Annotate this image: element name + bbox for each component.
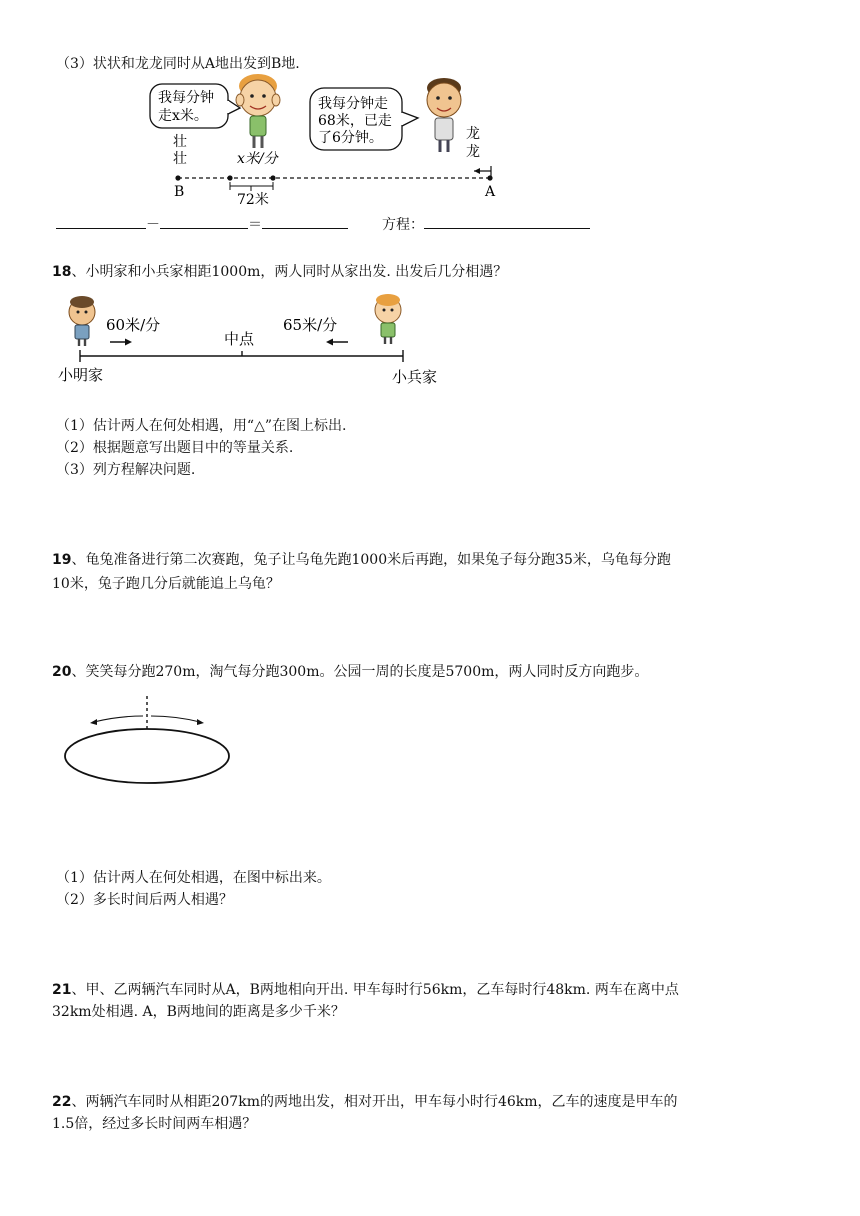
left-speed-label: 60米/分: [106, 316, 161, 334]
bubble-right-line1: 我每分钟走: [318, 96, 388, 112]
q19-line2: 10米，兔子跑几分后就能追上乌龟？: [52, 576, 280, 592]
right-speed-label: 65米/分: [283, 316, 338, 334]
boy-zhuangzhuang-icon: [236, 74, 280, 148]
q17-blank-equation: － ＝: [56, 214, 348, 235]
q18-text: 18、小明家和小兵家相距1000m，两人同时从家出发. 出发后几分相遇？: [52, 264, 508, 280]
bubble-left-line1: 我每分钟: [158, 90, 214, 106]
q21-line2: 32km处相遇. A，B两地间的距离是多少千米？: [52, 1004, 345, 1020]
blank-2[interactable]: [160, 214, 248, 229]
q20-sub1: （1）估计两人在何处相遇，在图中标出来。: [56, 870, 331, 886]
point-b-label: B: [174, 184, 185, 200]
point-b-dot: [175, 175, 180, 180]
q18-diagram: [0, 290, 860, 390]
left-run-arrow-icon: [90, 719, 97, 725]
park-track-ellipse: [65, 729, 229, 783]
xiaoming-home-label: 小明家: [58, 366, 104, 384]
speed-x-label: x米/分: [237, 151, 278, 167]
blank-1[interactable]: [56, 214, 146, 229]
q21-line1: 21、甲、乙两辆汽车同时从A，B两地相向开出. 甲车每时行56km，乙车每时行48km. 两车在离中点: [52, 982, 679, 998]
boy-longlong-icon: [427, 78, 461, 152]
bubble-right-line2: 68米，已走: [318, 113, 392, 129]
point-a-dot: [487, 175, 492, 180]
name-long-1: 龙: [466, 126, 480, 142]
bubble-left-line2: 走x米。: [158, 108, 208, 124]
q20-track-diagram: [40, 690, 340, 800]
name-zhuang-2: 壮: [173, 151, 187, 167]
bubble-right-line3: 了6分钟。: [318, 130, 383, 146]
q19-line1: 19、龟兔准备进行第二次赛跑，兔子让乌龟先跑1000米后再跑，如果兔子每分跑35米，乌龟每分跑: [52, 552, 671, 568]
midpoint-label: 中点: [224, 330, 255, 348]
q18-sub3: （3）列方程解决问题.: [56, 462, 196, 478]
point-a-label: A: [485, 184, 496, 200]
name-zhuang-1: 壮: [173, 134, 187, 150]
right-arrow-icon: [125, 339, 132, 346]
q22-line1: 22、两辆汽车同时从相距207km的两地出发，相对开出，甲车每小时行46km，乙车的速度是甲车的: [52, 1094, 678, 1110]
equation-label: 方程：: [382, 214, 590, 235]
q17-part3-text: （3）状状和龙龙同时从A地出发到B地.: [56, 56, 300, 72]
q22-line2: 1.5倍，经过多长时间两车相遇？: [52, 1116, 257, 1132]
speech-bubble-zhuangzhuang: [150, 84, 240, 128]
boy-xiaoming-icon: [69, 296, 95, 346]
q20-text: 20、笑笑每分跑270m，淘气每分跑300m。公园一周的长度是5700m，两人同时反方向跑步。: [52, 664, 649, 680]
blank-3[interactable]: [262, 214, 348, 229]
xiaobing-home-label: 小兵家: [392, 368, 438, 386]
boy-xiaobing-icon: [375, 294, 401, 344]
q20-sub2: （2）多长时间后两人相遇？: [56, 892, 233, 908]
gap-72m-label: 72米: [237, 192, 269, 208]
q18-sub2: （2）根据题意写出题目中的等量关系.: [56, 440, 294, 456]
name-long-2: 龙: [466, 144, 480, 160]
speech-bubble-longlong: [310, 88, 418, 150]
right-run-arrow-icon: [197, 719, 204, 725]
q18-sub1: （1）估计两人在何处相遇，用“△”在图上标出.: [56, 418, 347, 434]
equation-blank[interactable]: [424, 214, 590, 229]
left-arrow-icon: [326, 339, 333, 346]
